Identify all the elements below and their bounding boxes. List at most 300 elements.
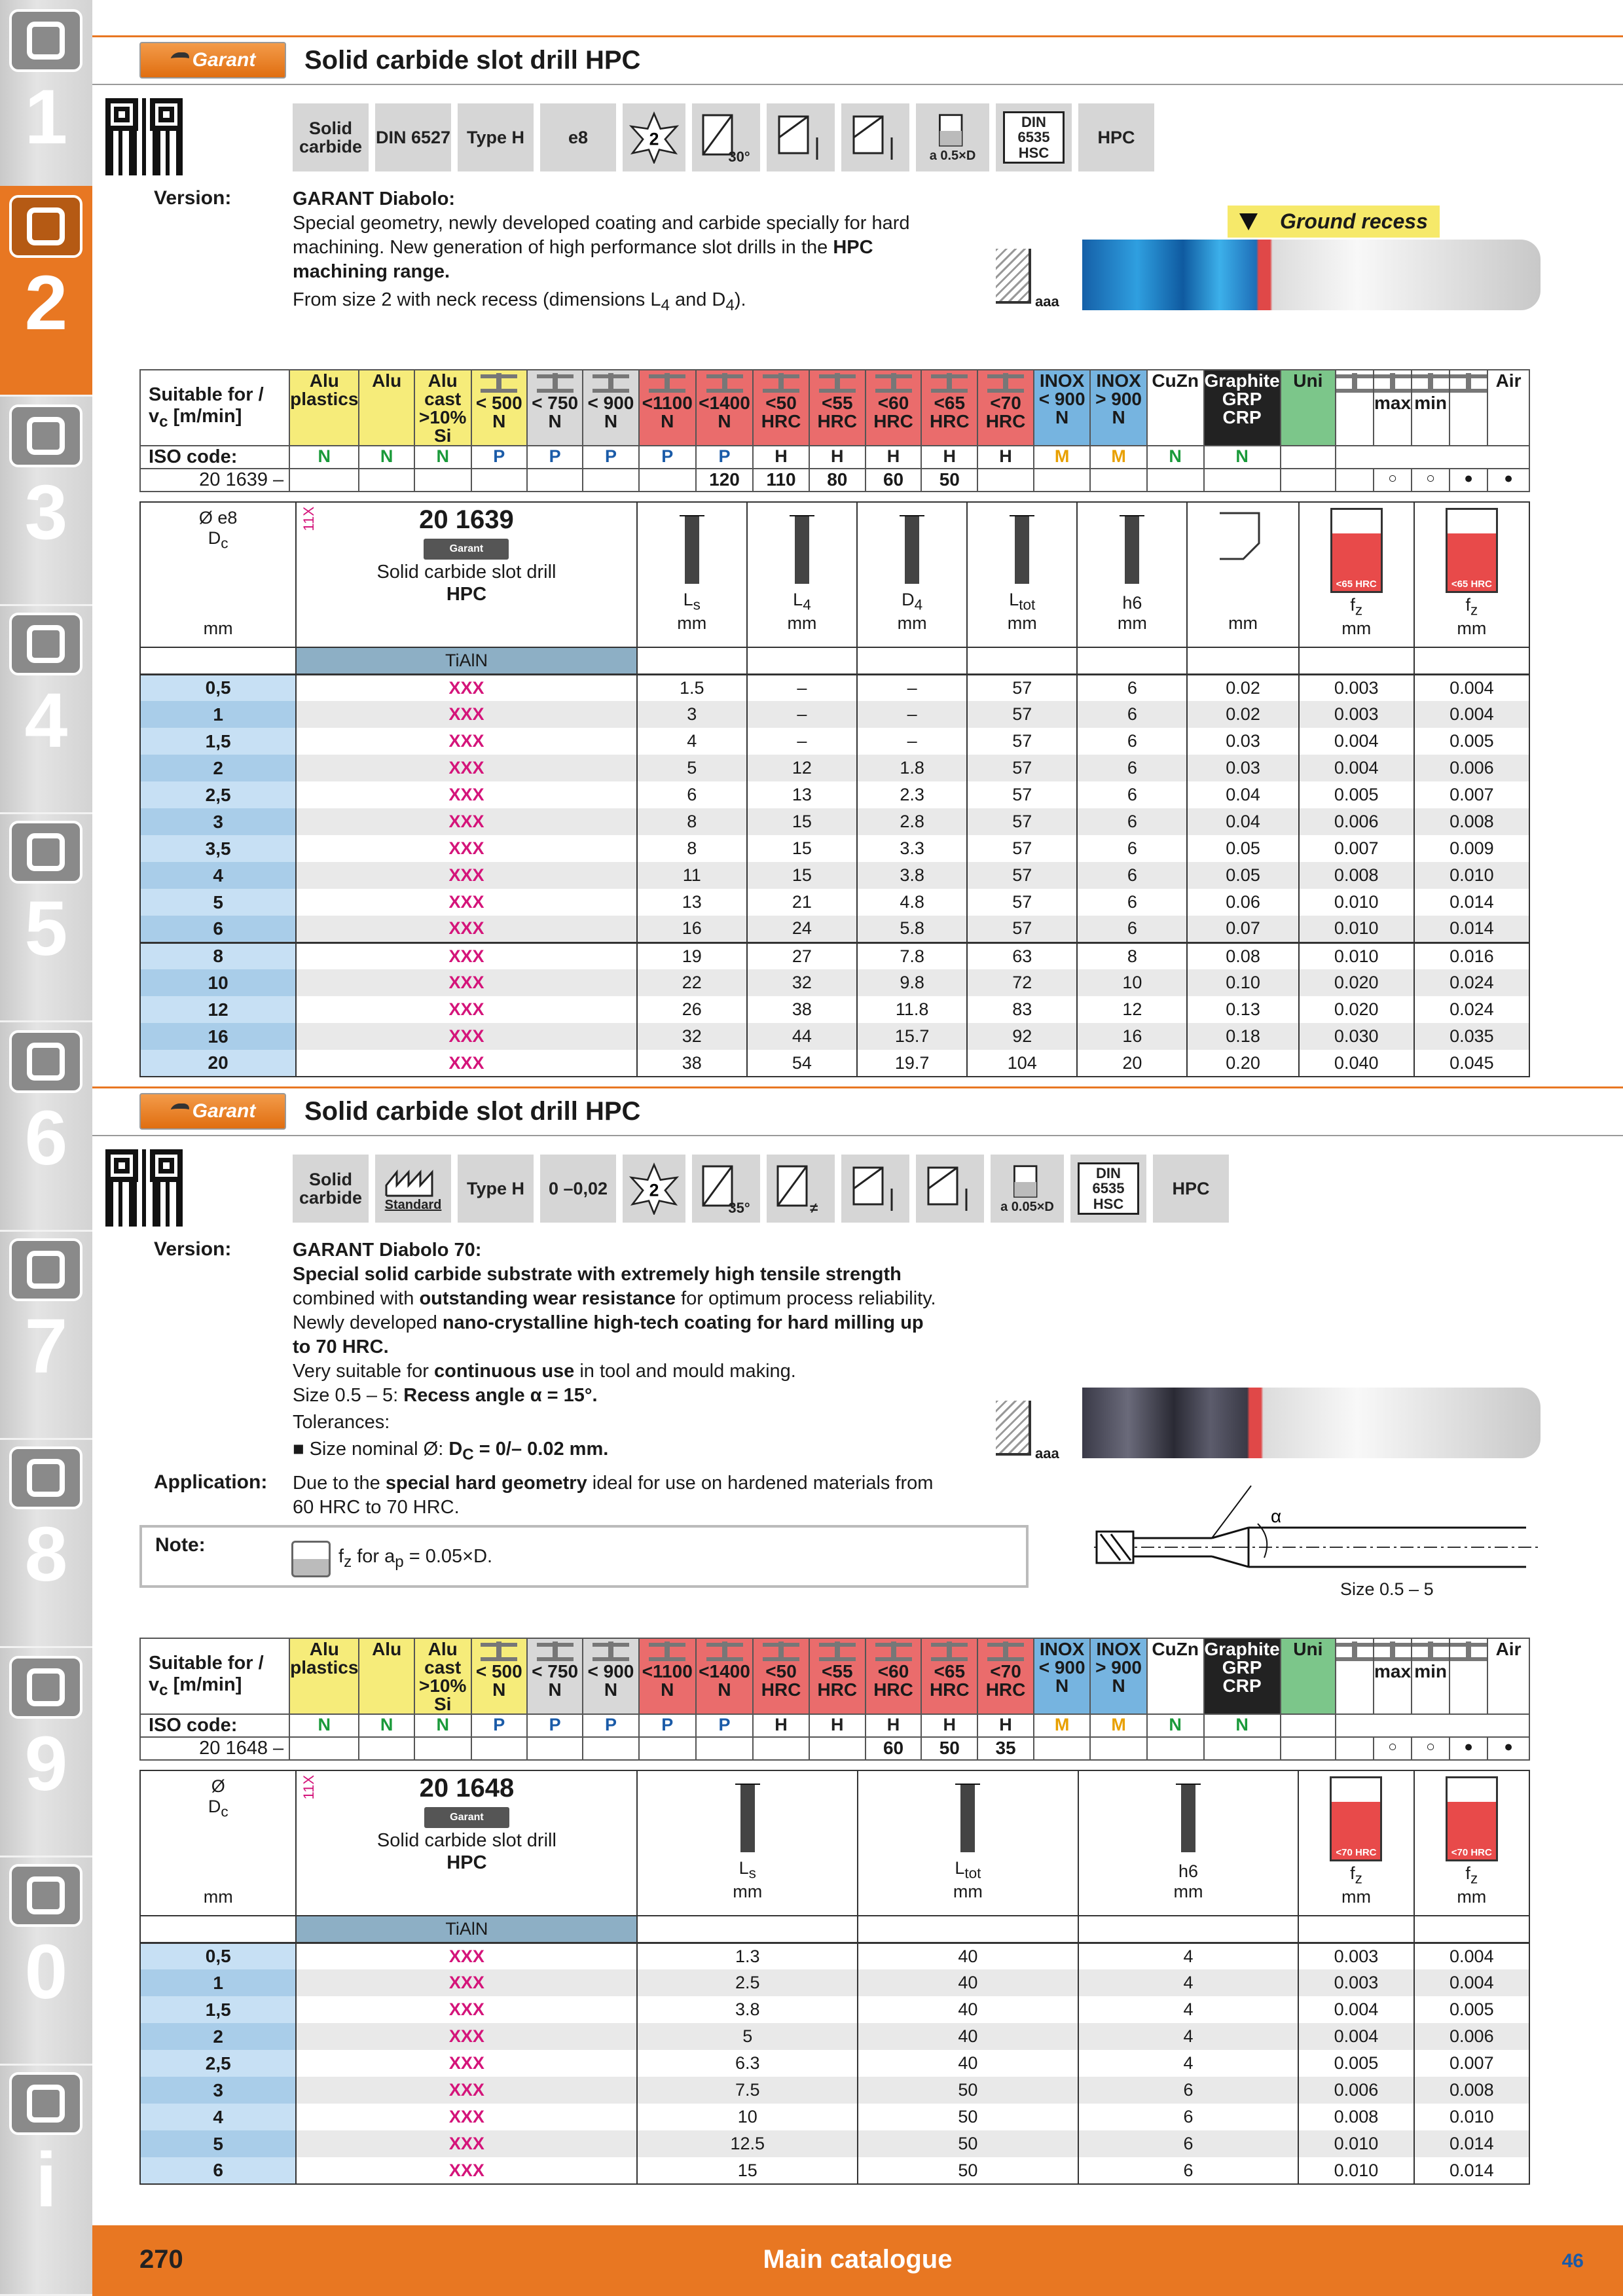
cutting-speed: 80	[809, 469, 866, 492]
value-cell: 0.007	[1414, 781, 1529, 808]
material-7: <1400 N	[696, 1638, 753, 1714]
diameter-cell: 1,5	[140, 728, 296, 755]
coolant-icon	[1450, 1640, 1487, 1661]
steel-beam-icon	[649, 372, 685, 393]
diameter-cell: 8	[140, 942, 296, 969]
coolant-icon	[1336, 372, 1373, 393]
dimension-icon	[676, 511, 708, 589]
garant-logo: Garant	[424, 1807, 509, 1828]
diameter-cell: 12	[140, 996, 296, 1023]
availability-cell: XXX	[296, 889, 636, 916]
iso-code: P	[471, 446, 527, 469]
suitability-table-2	[139, 1638, 1530, 1761]
steel-beam-icon	[875, 1640, 912, 1661]
table-row[interactable]	[140, 701, 1529, 728]
table-row[interactable]	[140, 2104, 1529, 2130]
property-icon-8	[916, 1155, 984, 1223]
availability-cell: XXX	[296, 674, 636, 701]
section-title: Solid carbide slot drill HPC	[304, 45, 641, 75]
value-cell: 4	[1078, 2050, 1299, 2077]
table-row[interactable]	[140, 1050, 1529, 1077]
coolant-4: Air	[1487, 1638, 1529, 1714]
qr-code[interactable]	[105, 98, 183, 175]
property-icon-label: Solid carbide	[299, 1169, 363, 1208]
nav-chapter-2[interactable]	[0, 186, 92, 397]
value-cell: 57	[967, 889, 1077, 916]
value-cell: 0.18	[1187, 1023, 1298, 1050]
value-cell: 19.7	[857, 1050, 967, 1077]
coating-row	[140, 647, 1529, 674]
value-cell: 57	[967, 916, 1077, 942]
cutting-speed	[809, 1737, 866, 1760]
value-cell: 0.08	[1187, 942, 1298, 969]
article-row	[140, 1737, 1529, 1760]
value-cell: 10	[1077, 969, 1187, 996]
property-icon-6	[767, 1155, 835, 1223]
steel-beam-icon	[819, 372, 856, 393]
value-cell: 40	[858, 1943, 1078, 1969]
nav-chapter-number: 2	[24, 260, 68, 346]
product-card: 11X 20 1648 Garant Solid carbide slot drill HPC	[296, 1770, 637, 1916]
value-cell: 57	[967, 755, 1077, 781]
steel-beam-icon	[706, 1640, 743, 1661]
value-cell: 0.003	[1298, 1969, 1413, 1996]
diameter-cell: 10	[140, 969, 296, 996]
value-cell: 0.004	[1414, 1943, 1529, 1969]
value-cell: 0.009	[1414, 835, 1529, 862]
coolant-1: max	[1374, 370, 1412, 446]
property-icon-7	[841, 1155, 909, 1223]
cutting-speed	[1034, 1737, 1090, 1760]
steel-beam-icon	[706, 372, 743, 393]
value-cell: 54	[747, 1050, 857, 1077]
material-5: < 900 N	[583, 1638, 638, 1714]
steel-beam-icon	[537, 1640, 574, 1661]
table-row[interactable]	[140, 1996, 1529, 2023]
value-cell: 22	[637, 969, 747, 996]
chapter-navigation	[0, 0, 92, 2296]
value-cell: –	[747, 674, 857, 701]
dimension-icon	[1116, 511, 1148, 589]
steel-beam-icon	[931, 1640, 968, 1661]
property-icon-label: Type H	[466, 1178, 524, 1198]
value-cell: 5.8	[857, 916, 967, 942]
material-17: Uni	[1281, 1638, 1336, 1714]
diameter-cell: 6	[140, 2157, 296, 2184]
suitable-for-label: Suitable for / $v_c$ [m/min]	[140, 370, 289, 446]
value-cell: 2.8	[857, 808, 967, 835]
iso-row	[140, 1714, 1529, 1737]
table-row[interactable]	[140, 728, 1529, 755]
value-cell: 57	[967, 808, 1077, 835]
table-row[interactable]	[140, 808, 1529, 835]
property-icon-6	[767, 103, 835, 171]
iso-code: H	[809, 1714, 866, 1737]
coolant-0	[1336, 370, 1374, 446]
steel-beam-icon	[931, 372, 968, 393]
cutting-speed	[1147, 1737, 1204, 1760]
coolant-3	[1450, 1638, 1487, 1714]
value-cell: 1.3	[637, 1943, 858, 1969]
cutting-speed	[527, 1737, 583, 1760]
section-1-header	[139, 42, 640, 79]
page-number: 270	[139, 2245, 183, 2274]
table-row[interactable]	[140, 942, 1529, 969]
cutting-speed	[977, 469, 1034, 492]
table-row[interactable]	[140, 2130, 1529, 2157]
value-cell: 7.8	[857, 942, 967, 969]
diameter-cell: 2,5	[140, 2050, 296, 2077]
version-description: GARANT Diabolo 70: Special solid carbide substrate with extremely high tensile strength combined with outstanding wear resistance for optimum process reliability. Newly developed nano-crystalline high-tech coating for hard milling up to 70 HRC. Very suitable for continuous use in tool and mould making. Size 0.5 – 5: Recess angle α = 15°. Tolerances: ■ Size nominal Ø: $D_C = 0/-$ 0.02 mm.	[293, 1240, 936, 1463]
material-15: CuZn	[1147, 370, 1204, 446]
value-cell: 0.006	[1298, 2077, 1413, 2104]
value-cell: 0.008	[1414, 808, 1529, 835]
table-row[interactable]	[140, 2023, 1529, 2050]
iso-code	[1281, 446, 1336, 469]
diameter-cell: 5	[140, 889, 296, 916]
value-cell: 0.010	[1299, 942, 1414, 969]
spanner-icon	[9, 1030, 82, 1093]
saw-icon	[9, 821, 82, 884]
property-icon-9	[991, 1155, 1064, 1223]
property-icon-label: 30°	[728, 149, 750, 166]
iso-code: N	[289, 446, 359, 469]
nav-chapter-4[interactable]	[0, 603, 92, 814]
iso-code: M	[1090, 446, 1146, 469]
table-row[interactable]	[140, 674, 1529, 701]
table-row[interactable]	[140, 781, 1529, 808]
material-9: <55 HRC	[809, 370, 866, 446]
value-cell: 8	[637, 808, 747, 835]
tool-image	[1082, 1388, 1541, 1458]
value-cell: 0.014	[1414, 2157, 1529, 2184]
material-14: INOX > 900 N	[1090, 1638, 1146, 1714]
dimension-icon	[731, 1779, 764, 1857]
caliper-icon	[9, 613, 82, 675]
article-number: 20 1648 –	[140, 1737, 289, 1760]
property-icon-8	[916, 103, 989, 171]
hardened-steel-icon: <70 HRC	[1446, 1776, 1498, 1861]
table-row[interactable]	[140, 2157, 1529, 2184]
cutting-speed	[289, 469, 359, 492]
hardened-steel-icon: <65 HRC	[1446, 508, 1498, 593]
table-row[interactable]	[140, 2050, 1529, 2077]
value-cell: 72	[967, 969, 1077, 996]
material-6: <1100 N	[639, 1638, 696, 1714]
nav-chapter-i[interactable]	[0, 2063, 92, 2296]
iso-code: H	[809, 446, 866, 469]
value-cell: 0.007	[1299, 835, 1414, 862]
value-cell: 6	[1077, 889, 1187, 916]
value-cell: 4.8	[857, 889, 967, 916]
cabinet-icon	[9, 1656, 82, 1719]
cutting-speed	[583, 1737, 638, 1760]
value-cell: 8	[1077, 942, 1187, 969]
value-cell: 0.020	[1299, 969, 1414, 996]
iso-code: N	[1147, 1714, 1204, 1737]
coolant-indicator: ●	[1450, 469, 1487, 492]
property-icon-label: DIN 6535 HSC	[1003, 111, 1065, 163]
availability-cell: XXX	[296, 2157, 637, 2184]
diameter-cell: 0,5	[140, 1943, 296, 1969]
iso-coolant-blank	[1336, 446, 1529, 469]
table-row[interactable]	[140, 889, 1529, 916]
value-cell: 5	[637, 755, 747, 781]
iso-code: P	[639, 446, 696, 469]
value-cell: 40	[858, 2050, 1078, 2077]
iso-code: M	[1034, 1714, 1090, 1737]
steel-beam-icon	[987, 1640, 1024, 1661]
column-header-3: <70 HRC $f_z$ mm	[1298, 1770, 1413, 1916]
value-cell: 0.008	[1298, 2104, 1413, 2130]
column-header-2: h6 mm	[1078, 1770, 1299, 1916]
table-row[interactable]	[140, 916, 1529, 942]
value-cell: 0.005	[1298, 2050, 1413, 2077]
tool-image	[1082, 240, 1541, 310]
material-6: <1100 N	[639, 370, 696, 446]
value-cell: 0.13	[1187, 996, 1298, 1023]
value-cell: 8	[637, 835, 747, 862]
iso-code: N	[414, 446, 471, 469]
value-cell: 0.06	[1187, 889, 1298, 916]
qr-code[interactable]	[105, 1149, 183, 1227]
nav-chapter-1[interactable]	[0, 0, 92, 211]
page-footer	[92, 2225, 1623, 2296]
value-cell: 92	[967, 1023, 1077, 1050]
coolant-icon	[1412, 1640, 1449, 1661]
value-cell: 12	[747, 755, 857, 781]
table-row[interactable]	[140, 1943, 1529, 1969]
steel-beam-icon	[481, 1640, 517, 1661]
diameter-cell: 2	[140, 755, 296, 781]
value-cell: 11	[637, 862, 747, 889]
version-label: Version:	[154, 187, 232, 209]
diameter-header: Ø e8 $D_c$ mm	[140, 502, 296, 647]
value-cell: 50	[858, 2077, 1078, 2104]
value-cell: 6	[1077, 862, 1187, 889]
section-rule	[92, 35, 1623, 37]
diameter-cell: 20	[140, 1050, 296, 1077]
availability-cell: XXX	[296, 969, 636, 996]
cutting-speed	[527, 469, 583, 492]
toolbox-icon	[9, 1446, 82, 1509]
table-row[interactable]	[140, 1969, 1529, 1996]
material-8: <50 HRC	[753, 1638, 809, 1714]
value-cell: 4	[1078, 1996, 1299, 2023]
cutting-speed: 110	[753, 469, 809, 492]
value-cell: 6	[1077, 755, 1187, 781]
material-11: <65 HRC	[921, 1638, 977, 1714]
nav-chapter-6[interactable]	[0, 1021, 92, 1232]
property-icons	[293, 103, 1154, 171]
iso-code: P	[527, 446, 583, 469]
hardened-steel-icon: <70 HRC	[1330, 1776, 1382, 1861]
value-cell: 0.030	[1299, 1023, 1414, 1050]
table-row[interactable]	[140, 755, 1529, 781]
property-icon-4	[623, 103, 685, 171]
property-icon-label: Type H	[466, 127, 524, 147]
cutting-speed	[639, 1737, 696, 1760]
product-number: 20 1648	[419, 1774, 515, 1803]
svg-text:2: 2	[649, 129, 659, 149]
coolant-indicator: ○	[1374, 1737, 1412, 1760]
coolant-icon	[1450, 372, 1487, 393]
availability-cell: XXX	[296, 2077, 637, 2104]
iso-code: P	[527, 1714, 583, 1737]
iso-code: M	[1034, 446, 1090, 469]
nav-chapter-number: 9	[24, 1721, 68, 1807]
availability-cell: XXX	[296, 808, 636, 835]
cutting-speed	[696, 1737, 753, 1760]
diameter-cell: 3,5	[140, 835, 296, 862]
nav-chapter-0[interactable]	[0, 1855, 92, 2066]
note-text: $f_z$ for $a_p = 0.05\times D$.	[338, 1546, 493, 1571]
table-row[interactable]	[140, 1023, 1529, 1050]
chamfer-icon	[1217, 511, 1269, 569]
value-cell: 40	[858, 2023, 1078, 2050]
material-3: < 500 N	[471, 1638, 527, 1714]
value-cell: 15	[747, 808, 857, 835]
nav-chapter-8[interactable]	[0, 1437, 92, 1648]
material-2: Alu cast >10% Si	[414, 370, 471, 446]
value-cell: 0.045	[1414, 1050, 1529, 1077]
availability-cell: XXX	[296, 781, 636, 808]
material-10: <60 HRC	[866, 1638, 922, 1714]
suitability-table-1	[139, 369, 1530, 492]
value-cell: 3.8	[637, 1996, 858, 2023]
table-row[interactable]	[140, 996, 1529, 1023]
value-cell: 6	[1078, 2130, 1299, 2157]
value-cell: 0.010	[1298, 2157, 1413, 2184]
dimension-icon	[896, 511, 928, 589]
value-cell: 0.005	[1414, 1996, 1529, 2023]
spacer	[1336, 1737, 1374, 1760]
value-cell: 0.020	[1299, 996, 1414, 1023]
property-icon-label: 0 –0,02	[548, 1178, 608, 1198]
availability-cell: XXX	[296, 755, 636, 781]
cutting-speed	[1090, 469, 1146, 492]
value-cell: 0.008	[1414, 2077, 1529, 2104]
table-row[interactable]	[140, 835, 1529, 862]
value-cell: 4	[637, 728, 747, 755]
cutting-speed: 120	[696, 469, 753, 492]
cutting-speed	[1281, 1737, 1336, 1760]
column-header-4: <70 HRC $f_z$ mm	[1414, 1770, 1529, 1916]
material-15: CuZn	[1147, 1638, 1204, 1714]
value-cell: 11.8	[857, 996, 967, 1023]
value-cell: 0.006	[1414, 755, 1529, 781]
column-header-1: $L_{tot}$ mm	[858, 1770, 1078, 1916]
value-cell: 0.005	[1299, 781, 1414, 808]
value-cell: 6	[1077, 674, 1187, 701]
material-1: Alu	[359, 1638, 414, 1714]
material-12: <70 HRC	[977, 370, 1034, 446]
value-cell: 13	[637, 889, 747, 916]
safety-icon	[9, 1864, 82, 1927]
value-cell: 104	[967, 1050, 1077, 1077]
iso-code: N	[1204, 1714, 1281, 1737]
coolant-4: Air	[1487, 370, 1529, 446]
property-icon-9	[996, 103, 1072, 171]
availability-cell: XXX	[296, 862, 636, 889]
value-cell: 6.3	[637, 2050, 858, 2077]
product-card: 11X 20 1639 Garant Solid carbide slot drill HPC	[296, 502, 636, 647]
iso-code: N	[289, 1714, 359, 1737]
nav-chapter-9[interactable]	[0, 1647, 92, 1857]
coolant-icon	[1336, 1640, 1373, 1661]
material-row	[140, 370, 1529, 446]
coating-label: TiAlN	[296, 1916, 637, 1943]
table-header	[140, 502, 1529, 647]
value-cell: 6	[1077, 916, 1187, 942]
property-icon-label: ≠	[809, 1200, 818, 1217]
value-cell: 3.3	[857, 835, 967, 862]
recess-drawing	[1094, 1479, 1539, 1584]
value-cell: 0.04	[1187, 808, 1298, 835]
value-cell: 0.040	[1299, 1050, 1414, 1077]
cutting-speed	[1034, 469, 1090, 492]
table-row[interactable]	[140, 969, 1529, 996]
coating-row	[140, 1916, 1529, 1943]
column-header-2: $D_4$ mm	[857, 502, 967, 647]
note-label: Note:	[155, 1534, 206, 1556]
value-cell: 0.007	[1414, 2050, 1529, 2077]
coolant-indicator: ●	[1487, 469, 1529, 492]
value-cell: 12	[1077, 996, 1187, 1023]
value-cell: 0.024	[1414, 996, 1529, 1023]
column-header-0: $L_s$ mm	[637, 1770, 858, 1916]
nav-chapter-number: 7	[24, 1303, 68, 1390]
value-cell: 57	[967, 674, 1077, 701]
value-cell: 44	[747, 1023, 857, 1050]
property-icon-label: 35°	[728, 1200, 750, 1217]
value-cell: 20	[1077, 1050, 1187, 1077]
property-icon-label: DIN 6527	[375, 127, 451, 147]
steel-beam-icon	[649, 1640, 685, 1661]
value-cell: 19	[637, 942, 747, 969]
nav-chapter-number: 8	[24, 1511, 68, 1598]
material-row	[140, 1638, 1529, 1714]
diameter-cell: 6	[140, 916, 296, 942]
table-row[interactable]	[140, 2077, 1529, 2104]
nav-chapter-3[interactable]	[0, 395, 92, 606]
corner-chamfer-icon	[996, 249, 1031, 304]
value-cell: 0.004	[1298, 2023, 1413, 2050]
value-cell: 0.014	[1414, 889, 1529, 916]
table-row[interactable]	[140, 862, 1529, 889]
diameter-cell: 2	[140, 2023, 296, 2050]
nav-chapter-5[interactable]	[0, 812, 92, 1022]
coating-label: TiAlN	[296, 647, 636, 674]
value-cell: 3.8	[857, 862, 967, 889]
value-cell: 0.010	[1414, 2104, 1529, 2130]
property-icon-label: Standard	[384, 1197, 442, 1212]
footer-title: Main catalogue	[763, 2245, 953, 2274]
material-7: <1400 N	[696, 370, 753, 446]
value-cell: 0.004	[1298, 1996, 1413, 2023]
value-cell: 50	[858, 2104, 1078, 2130]
iso-code: P	[696, 446, 753, 469]
cutting-speed	[753, 1737, 809, 1760]
value-cell: 1.8	[857, 755, 967, 781]
iso-code	[1281, 1714, 1336, 1737]
value-cell: 16	[637, 916, 747, 942]
value-cell: –	[857, 701, 967, 728]
material-4: < 750 N	[527, 1638, 583, 1714]
drill-icon	[9, 9, 82, 72]
nav-chapter-7[interactable]	[0, 1229, 92, 1440]
suitable-for-label: Suitable for / $v_c$ [m/min]	[140, 1638, 289, 1714]
